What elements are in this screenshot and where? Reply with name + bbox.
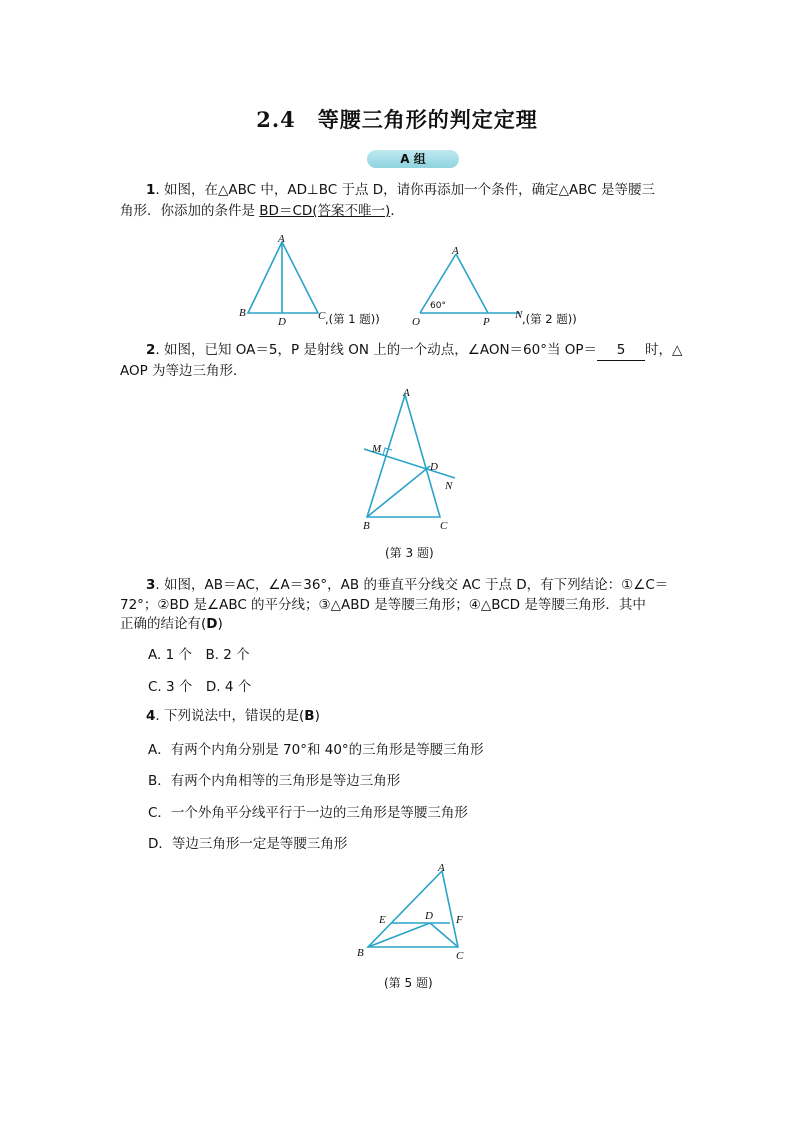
triangle-abc-3 bbox=[367, 395, 440, 517]
q4-text-2: ) bbox=[314, 708, 320, 724]
page-title: 2.4 等腰三角形的判定定理 bbox=[256, 107, 538, 132]
q4-option-a: A．有两个内角分别是 70°和 40°的三角形是等腰三角形 bbox=[148, 742, 484, 758]
fig2-label-p: P bbox=[483, 316, 490, 328]
q3-options-2: C. 3 个 D. 4 个 bbox=[148, 679, 252, 695]
q3-text-1: . 如图，AB＝AC，∠A＝36°，AB 的垂直平分线交 AC 于点 D，有下列结论：①∠C＝ bbox=[155, 577, 669, 593]
figures-1-2 bbox=[230, 232, 600, 332]
fig3-caption: (第 3 题) bbox=[385, 546, 434, 560]
q4-number: 4 bbox=[146, 708, 156, 724]
fig5-label-c: C bbox=[456, 950, 464, 962]
fig2-caption: ,(第 2 题)) bbox=[522, 312, 577, 326]
fig5-label-a: A bbox=[438, 862, 445, 874]
fig2-label-o: O bbox=[412, 316, 420, 328]
fig3-label-b: B bbox=[363, 520, 370, 532]
q3-answer: D bbox=[206, 616, 218, 632]
q3-number: 3 bbox=[146, 577, 156, 593]
fig1-caption: ,(第 1 题)) bbox=[325, 312, 380, 326]
fig1-label-a: A bbox=[278, 233, 285, 245]
q2-line2: AOP 为等边三角形． bbox=[120, 363, 247, 379]
q4-text-1: . 下列说法中，错误的是( bbox=[155, 708, 305, 724]
triangle-abc-1 bbox=[248, 242, 318, 313]
q2-text-2: 时，△ bbox=[645, 342, 683, 358]
q4-answer: B bbox=[304, 708, 315, 724]
q2-number: 2 bbox=[146, 342, 156, 358]
q3-line2: 72°；②BD 是∠ABC 的平分线；③△ABD 是等腰三角形；④△BCD 是等腰三角形．其中 bbox=[120, 597, 646, 613]
q1-line1 bbox=[120, 180, 680, 200]
fig3-label-n: N bbox=[445, 480, 453, 492]
fig3-label-m: M bbox=[372, 443, 382, 455]
fig3-label-d: D bbox=[430, 461, 438, 473]
fig5-caption: (第 5 题) bbox=[384, 976, 433, 990]
fig1-label-d: D bbox=[278, 316, 286, 328]
q1-line2 bbox=[120, 201, 680, 221]
segment-ap bbox=[456, 254, 488, 313]
q2-line1 bbox=[120, 340, 683, 361]
fig5-label-b: B bbox=[357, 947, 364, 959]
q3-text-4: ) bbox=[217, 616, 223, 632]
q1-text-2: 角形．你添加的条件是 bbox=[120, 203, 260, 219]
figure-3 bbox=[350, 386, 470, 536]
q4-option-b: B．有两个内角相等的三角形是等边三角形 bbox=[148, 773, 401, 789]
q4-option-c: C．一个外角平分线平行于一边的三角形是等腰三角形 bbox=[148, 805, 468, 821]
segment-bd bbox=[368, 923, 430, 947]
fig1-label-b: B bbox=[239, 307, 246, 319]
fig2-label-a: A bbox=[452, 245, 459, 257]
q2-answer: 5 bbox=[597, 340, 645, 361]
q4-stem bbox=[120, 706, 680, 726]
group-badge: A 组 bbox=[367, 150, 459, 168]
fig5-label-d: D bbox=[425, 910, 433, 922]
fig3-label-c: C bbox=[440, 520, 448, 532]
fig5-label-f: F bbox=[456, 914, 463, 926]
q3-options-1: A. 1 个 B. 2 个 bbox=[148, 647, 250, 663]
q4-option-d: D．等边三角形一定是等腰三角形 bbox=[148, 836, 348, 852]
q1-text-3: ． bbox=[390, 203, 404, 219]
q3-text-3: 正确的结论有( bbox=[120, 616, 207, 632]
q2-text-1: . 如图，已知 OA＝5，P 是射线 ON 上的一个动点，∠AON＝60°当 OP＝ bbox=[155, 342, 598, 358]
q3-line3 bbox=[120, 614, 680, 634]
q1-number: 1 bbox=[146, 182, 156, 198]
fig2-angle-label: 60° bbox=[430, 301, 446, 311]
fig2-label-n: N bbox=[515, 309, 523, 321]
fig5-label-e: E bbox=[379, 914, 386, 926]
q1-answer: BD＝CD(答案不唯一) bbox=[259, 203, 391, 219]
fig1-label-c: C bbox=[318, 310, 326, 322]
fig3-label-a: A bbox=[403, 387, 410, 399]
q3-line1 bbox=[120, 575, 680, 595]
figure-5 bbox=[350, 858, 480, 968]
q1-text-1: . 如图，在△ABC 中，AD⊥BC 于点 D，请你再添加一个条件，确定△ABC 是等腰三 bbox=[155, 182, 656, 198]
segment-bd bbox=[367, 466, 430, 517]
figure-1 bbox=[248, 242, 318, 313]
